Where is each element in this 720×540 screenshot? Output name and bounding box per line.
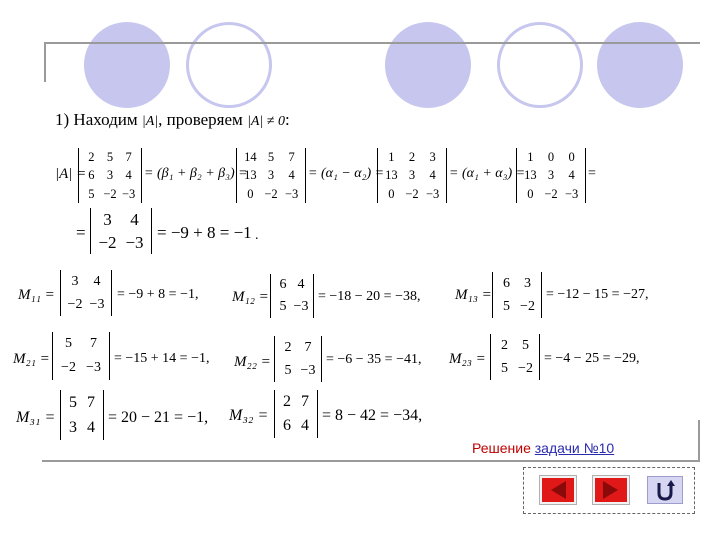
matrix-cell: 0: [547, 149, 555, 164]
matrix-cell: 7: [301, 393, 309, 410]
matrix-cell: 4: [429, 168, 436, 183]
matrix-cell: 2: [501, 337, 508, 353]
matrix-cell: 6: [88, 168, 95, 183]
return-u-arrow-icon: [648, 477, 682, 503]
matrix-cell: 3: [429, 149, 436, 164]
matrix-cell: −2: [61, 360, 76, 375]
solution-link[interactable]: задачи №10: [534, 440, 615, 456]
matrix-cell: 3: [71, 273, 79, 289]
matrix-cell: 2: [88, 149, 95, 164]
minor-label-22: M₂₂ =: [234, 354, 271, 370]
matrix-cell: 7: [125, 149, 132, 164]
minor-matrix-11: [60, 270, 112, 316]
intro-prefix: 1) Находим: [55, 110, 138, 129]
matrix-cell: 4: [568, 168, 575, 183]
matrix-cell: −3: [426, 186, 440, 201]
matrix-cell: 7: [87, 393, 95, 411]
matrix-cell: 4: [125, 168, 132, 183]
reduced-lhs: =: [76, 223, 86, 242]
solution-prefix: Решение: [472, 440, 535, 456]
matrix-cell: −2: [405, 186, 419, 201]
next-slide-button[interactable]: [593, 476, 629, 504]
frame-left-line: [44, 42, 46, 82]
matrix-cell: 4: [297, 277, 305, 292]
decorative-circle-2: [186, 22, 272, 108]
chain-lhs: |A| =: [55, 166, 87, 182]
matrix-cell: 3: [267, 168, 275, 183]
matrix-cell: 4: [130, 210, 139, 229]
matrix-cell: 7: [304, 339, 312, 355]
matrix-cell: 3: [524, 275, 531, 291]
matrix-cell: −2: [544, 186, 558, 201]
minor-label-11: M₁₁ =: [18, 287, 55, 303]
minor-result-23: = −4 − 25 = −29,: [544, 351, 640, 366]
minor-label-23: M₂₃ =: [449, 351, 486, 367]
minor-result-22: = −6 − 35 = −41,: [326, 352, 422, 367]
matrix-cell: 13: [524, 168, 537, 183]
matrix-cell: 5: [267, 149, 275, 164]
matrix-cell: −3: [565, 186, 579, 201]
matrix-cell: −3: [300, 362, 316, 378]
matrix-cell: 5: [65, 336, 72, 351]
minor-matrix-23: [490, 334, 540, 380]
matrix-cell: −2: [520, 298, 535, 314]
matrix-cell: −3: [285, 186, 299, 201]
matrix-cell: 4: [87, 418, 95, 436]
minor-label-32: M₃₂ =: [229, 407, 269, 424]
minor-matrix-22: [274, 336, 322, 382]
decorative-circle-3: [385, 22, 471, 108]
matrix-cell: −3: [89, 296, 105, 312]
matrix-cell: 3: [547, 168, 555, 183]
intro-line: [55, 111, 290, 129]
frame-top-line: [45, 42, 700, 44]
minor-matrix-13: [492, 272, 542, 318]
minor-matrix-32: [274, 390, 318, 438]
matrix-cell: 1: [388, 149, 395, 164]
matrix-cell: 2: [284, 339, 292, 355]
matrix-cell: −2: [103, 186, 117, 201]
minor-matrix-12: [270, 274, 314, 318]
matrix-cell: 4: [288, 168, 295, 183]
intro-condition: |A| ≠ 0: [247, 114, 285, 129]
minor-result-11: = −9 + 8 = −1,: [117, 287, 199, 302]
matrix-cell: 5: [501, 360, 508, 376]
minor-label-21: M₂₁ =: [13, 351, 50, 367]
matrix-cell: 0: [527, 186, 534, 201]
chain-op-3: = (α₁ + α₃) =: [449, 166, 526, 181]
matrix-cell: 5: [503, 298, 510, 314]
matrix-cell: 5: [279, 299, 287, 314]
minor-label-13: M₁₃ =: [455, 287, 492, 303]
matrix-3: [377, 148, 447, 203]
reduced-end: .: [255, 228, 259, 243]
matrix-cell: 2: [283, 393, 291, 410]
matrix-cell: 4: [93, 273, 101, 289]
matrix-cell: 5: [106, 149, 114, 164]
matrix-cell: −2: [98, 233, 117, 252]
left-arrow-icon: [542, 478, 574, 502]
matrix-cell: 14: [244, 149, 257, 164]
reduced-matrix: [90, 208, 152, 254]
minor-result-21: = −15 + 14 = −1,: [114, 351, 210, 366]
matrix-cell: 3: [103, 210, 112, 229]
matrix-cell: 0: [568, 149, 575, 164]
matrix-cell: 5: [284, 362, 292, 378]
matrix-cell: 3: [106, 168, 114, 183]
solution-caption: [472, 441, 614, 455]
matrix-cell: −3: [86, 360, 101, 375]
reduced-result: = −9 + 8 = −1: [157, 223, 252, 242]
matrix-cell: 4: [301, 417, 309, 434]
matrix-cell: 6: [503, 275, 510, 291]
matrix-cell: 6: [279, 277, 287, 292]
minor-matrix-31: [60, 390, 104, 440]
matrix-cell: 13: [244, 168, 257, 183]
prev-slide-button[interactable]: [540, 476, 576, 504]
matrix-cell: 5: [522, 337, 529, 353]
matrix-cell: 5: [88, 186, 95, 201]
return-button[interactable]: [647, 476, 683, 504]
chain-op-1: = (β₁ + β₂ + β₃) =: [144, 166, 248, 181]
matrix-cell: 0: [247, 186, 254, 201]
minor-result-13: = −12 − 15 = −27,: [546, 287, 649, 302]
minor-result-32: = 8 − 42 = −34,: [322, 407, 423, 424]
matrix-cell: 3: [69, 418, 77, 436]
matrix-cell: 3: [408, 168, 416, 183]
matrix-4: [516, 148, 586, 203]
frame-right-line: [698, 420, 700, 462]
minor-matrix-21: [52, 332, 110, 380]
decorative-circle-4: [497, 22, 583, 108]
matrix-cell: −2: [518, 360, 533, 376]
matrix-cell: 1: [527, 149, 534, 164]
minor-result-12: = −18 − 20 = −38,: [318, 289, 421, 304]
matrix-cell: 0: [388, 186, 395, 201]
chain-op-2: = (α₁ − α₂) =: [308, 166, 385, 181]
matrix-cell: −3: [125, 233, 144, 252]
matrix-cell: 6: [283, 417, 291, 434]
matrix-cell: −3: [122, 186, 136, 201]
matrix-1: [78, 148, 142, 203]
intro-middle: , проверяем: [158, 110, 243, 129]
decorative-circle-1: [84, 22, 170, 108]
minor-result-31: = 20 − 21 = −1,: [108, 409, 209, 426]
right-arrow-icon: [595, 478, 627, 502]
matrix-cell: −3: [293, 299, 309, 314]
matrix-cell: 13: [385, 168, 398, 183]
matrix-2: [236, 148, 306, 203]
decorative-circle-5: [597, 22, 683, 108]
matrix-cell: −2: [67, 296, 83, 312]
matrix-cell: 5: [69, 393, 77, 411]
matrix-cell: −2: [264, 186, 278, 201]
matrix-cell: 7: [90, 336, 97, 351]
frame-bottom-line: [42, 460, 700, 462]
matrix-cell: 7: [288, 149, 295, 164]
minor-label-31: M₃₁ =: [16, 409, 56, 426]
matrix-cell: 2: [408, 149, 416, 164]
chain-end: =: [588, 166, 596, 181]
minor-label-12: M₁₂ =: [232, 289, 269, 305]
intro-suffix: :: [285, 110, 290, 129]
intro-det: |A|: [141, 114, 159, 129]
